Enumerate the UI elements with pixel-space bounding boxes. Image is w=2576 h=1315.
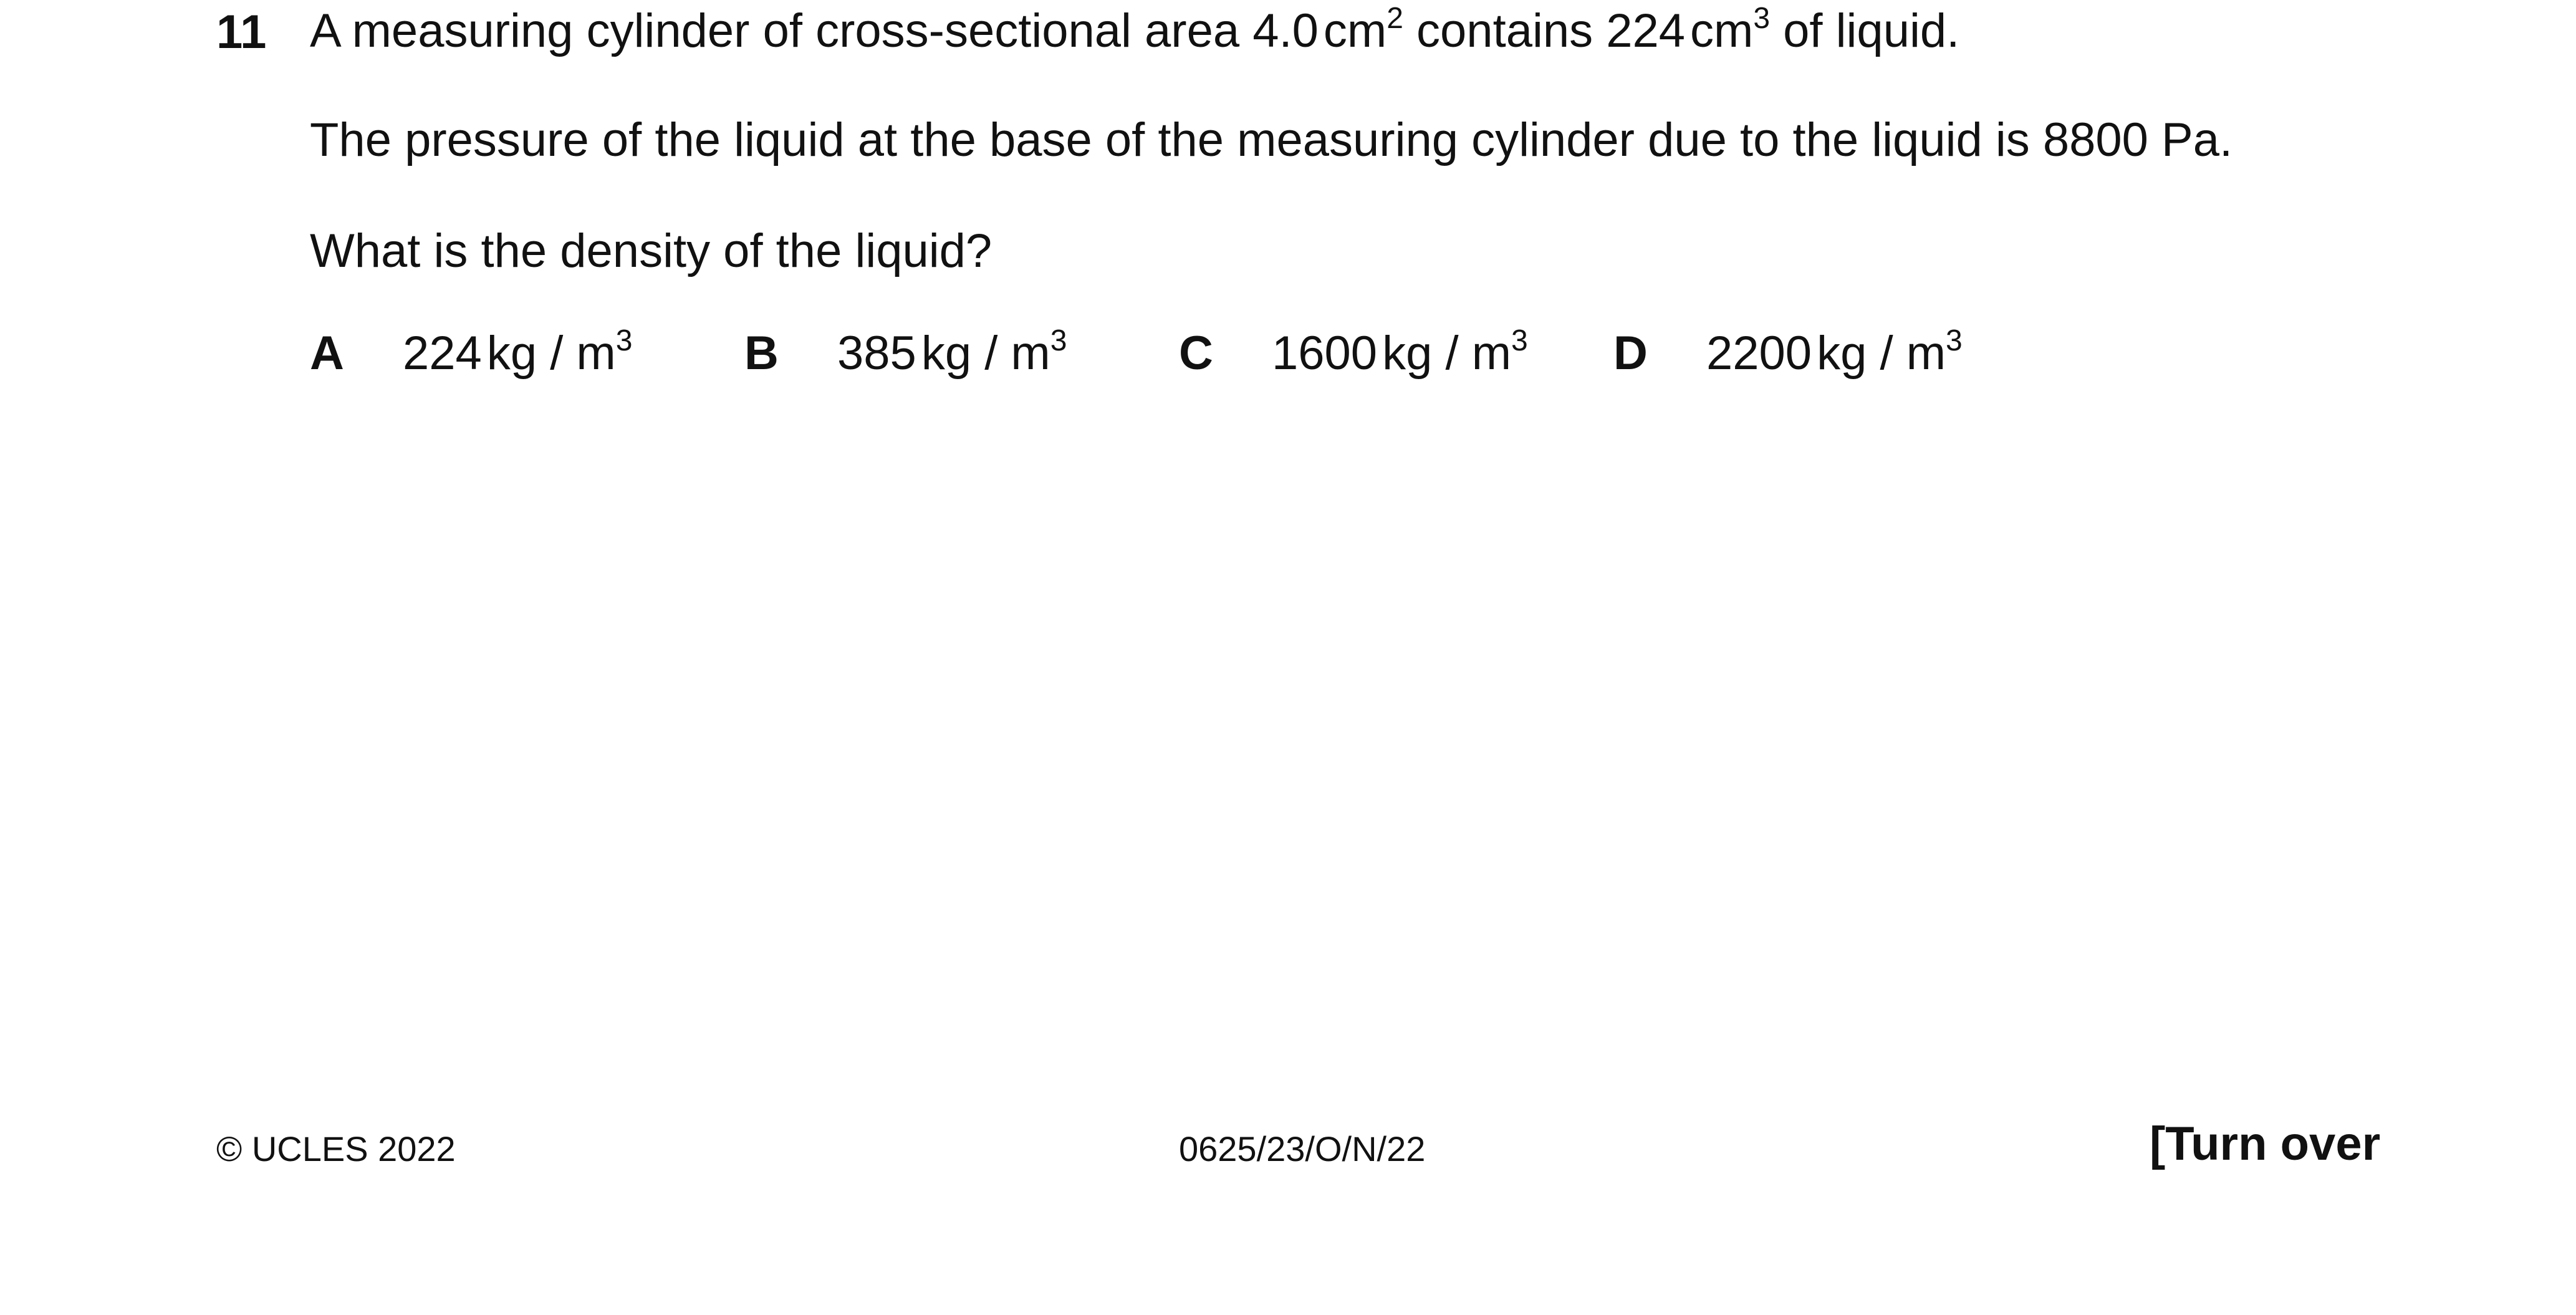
- option-letter: B: [744, 327, 779, 380]
- question-prompt: What is the density of the liquid?: [310, 224, 992, 277]
- option-value: 385: [837, 327, 916, 380]
- option-value-text: [837, 324, 1067, 383]
- question-number: 11: [216, 6, 267, 59]
- option-unit: kg / m: [1817, 327, 1946, 380]
- option-value: 2200: [1706, 327, 1812, 380]
- option-letter: C: [1179, 327, 1213, 380]
- option-sup: 3: [1511, 324, 1528, 357]
- option-letter: A: [310, 327, 344, 380]
- line1-unit2: cm: [1690, 4, 1754, 57]
- option-value: 224: [403, 327, 482, 380]
- footer-copyright: © UCLES 2022: [216, 1129, 456, 1168]
- line1-part1: A measuring cylinder of cross-sectional area 4.0: [310, 4, 1319, 57]
- option-sup: 3: [615, 324, 633, 357]
- option-value: 1600: [1272, 327, 1378, 380]
- option-letter: D: [1613, 327, 1648, 380]
- option-unit: kg / m: [921, 327, 1050, 380]
- footer-turn-over: [Turn over: [2150, 1117, 2381, 1170]
- line1-sup2: 3: [1753, 2, 1771, 35]
- line1-part3: of liquid.: [1770, 4, 1960, 57]
- option-value-text: [1272, 324, 1528, 383]
- question-line-1: [310, 1, 1959, 61]
- footer-paper-code: 0625/23/O/N/22: [1179, 1129, 1426, 1168]
- line1-part2: contains 224: [1403, 4, 1686, 57]
- option-value-text: [1706, 324, 1963, 383]
- line1-sup1: 2: [1387, 2, 1403, 35]
- question-line-2: The pressure of the liquid at the base of the measuring cylinder due to the liquid is 8800 Pa.: [310, 113, 2233, 166]
- option-sup: 3: [1946, 324, 1963, 357]
- option-value-text: [403, 324, 632, 383]
- option-unit: kg / m: [486, 327, 616, 380]
- option-sup: 3: [1050, 324, 1067, 357]
- option-unit: kg / m: [1382, 327, 1511, 380]
- line1-unit1: cm: [1323, 4, 1387, 57]
